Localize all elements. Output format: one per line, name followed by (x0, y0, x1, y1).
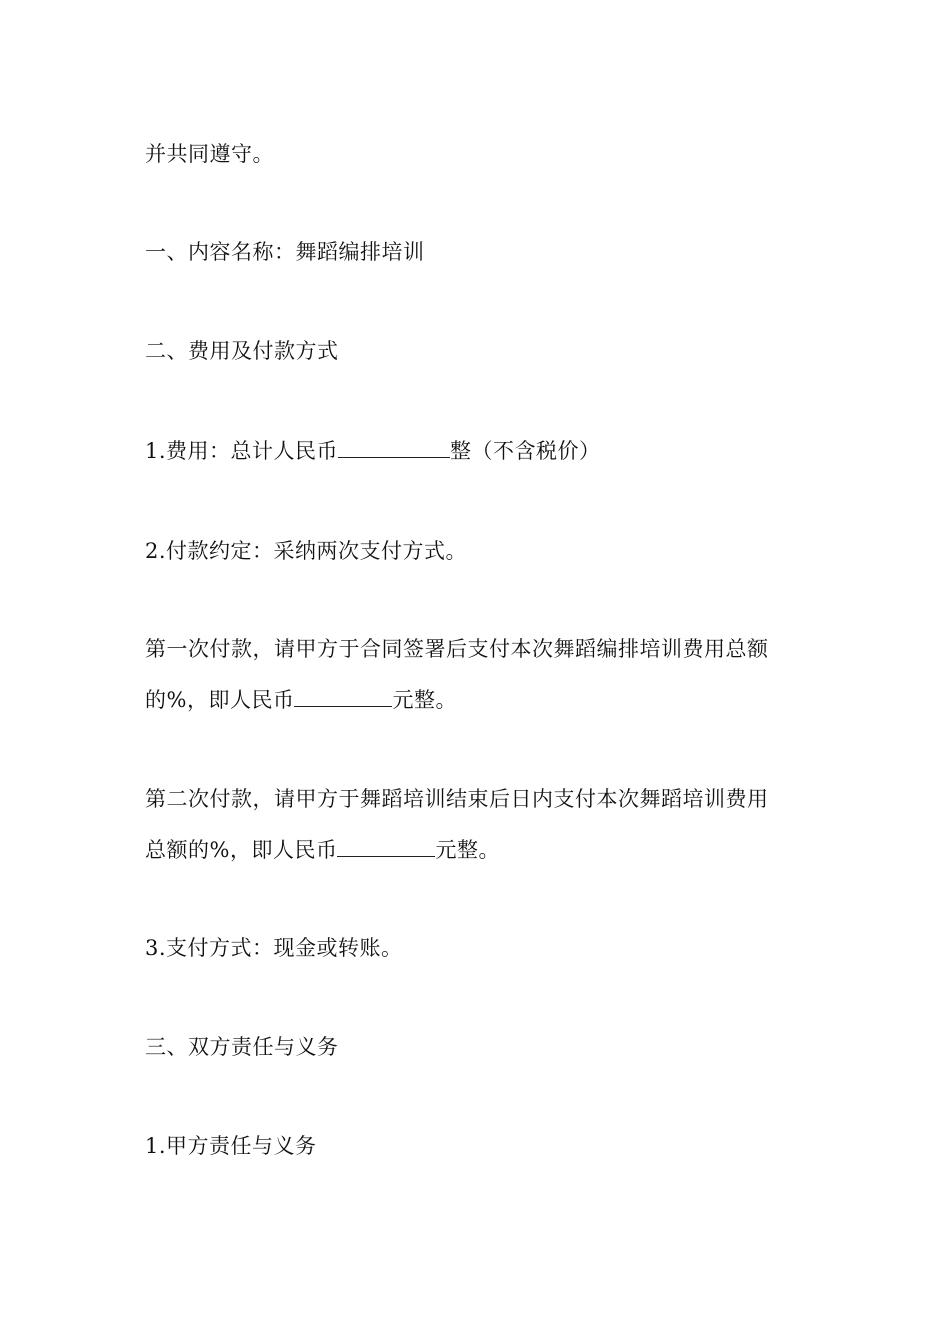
line-text-before: 的%，即人民币 (145, 688, 295, 712)
text-line (145, 834, 500, 865)
text-line: 2.付款约定：采纳两次支付方式。 (145, 539, 468, 563)
subsection-heading: 1.甲方责任与义务 (145, 1134, 317, 1158)
line-text-after: 元整。 (435, 838, 500, 862)
text-line: 3.支付方式：现金或转账。 (145, 936, 403, 960)
text-line: 并共同遵守。 (145, 142, 274, 166)
section-heading: 一、内容名称：舞蹈编排培训 (145, 240, 425, 264)
section-heading: 二、费用及付款方式 (145, 339, 339, 363)
text-line: 第二次付款，请甲方于舞蹈培训结束后日内支付本次舞蹈培训费用 (145, 787, 769, 811)
fill-blank (337, 834, 435, 857)
line-text-after: 元整。 (392, 688, 457, 712)
text-line (145, 684, 457, 715)
fill-blank (294, 684, 392, 707)
text-line (145, 435, 601, 466)
line-text-after: 整（不含税价） (450, 439, 601, 463)
text-line: 第一次付款，请甲方于合同签署后支付本次舞蹈编排培训费用总额 (145, 637, 769, 661)
section-heading: 三、双方责任与义务 (145, 1035, 339, 1059)
line-text-before: 1.费用：总计人民币 (145, 439, 339, 463)
fill-blank (338, 435, 450, 458)
line-text-before: 总额的%，即人民币 (145, 838, 338, 862)
